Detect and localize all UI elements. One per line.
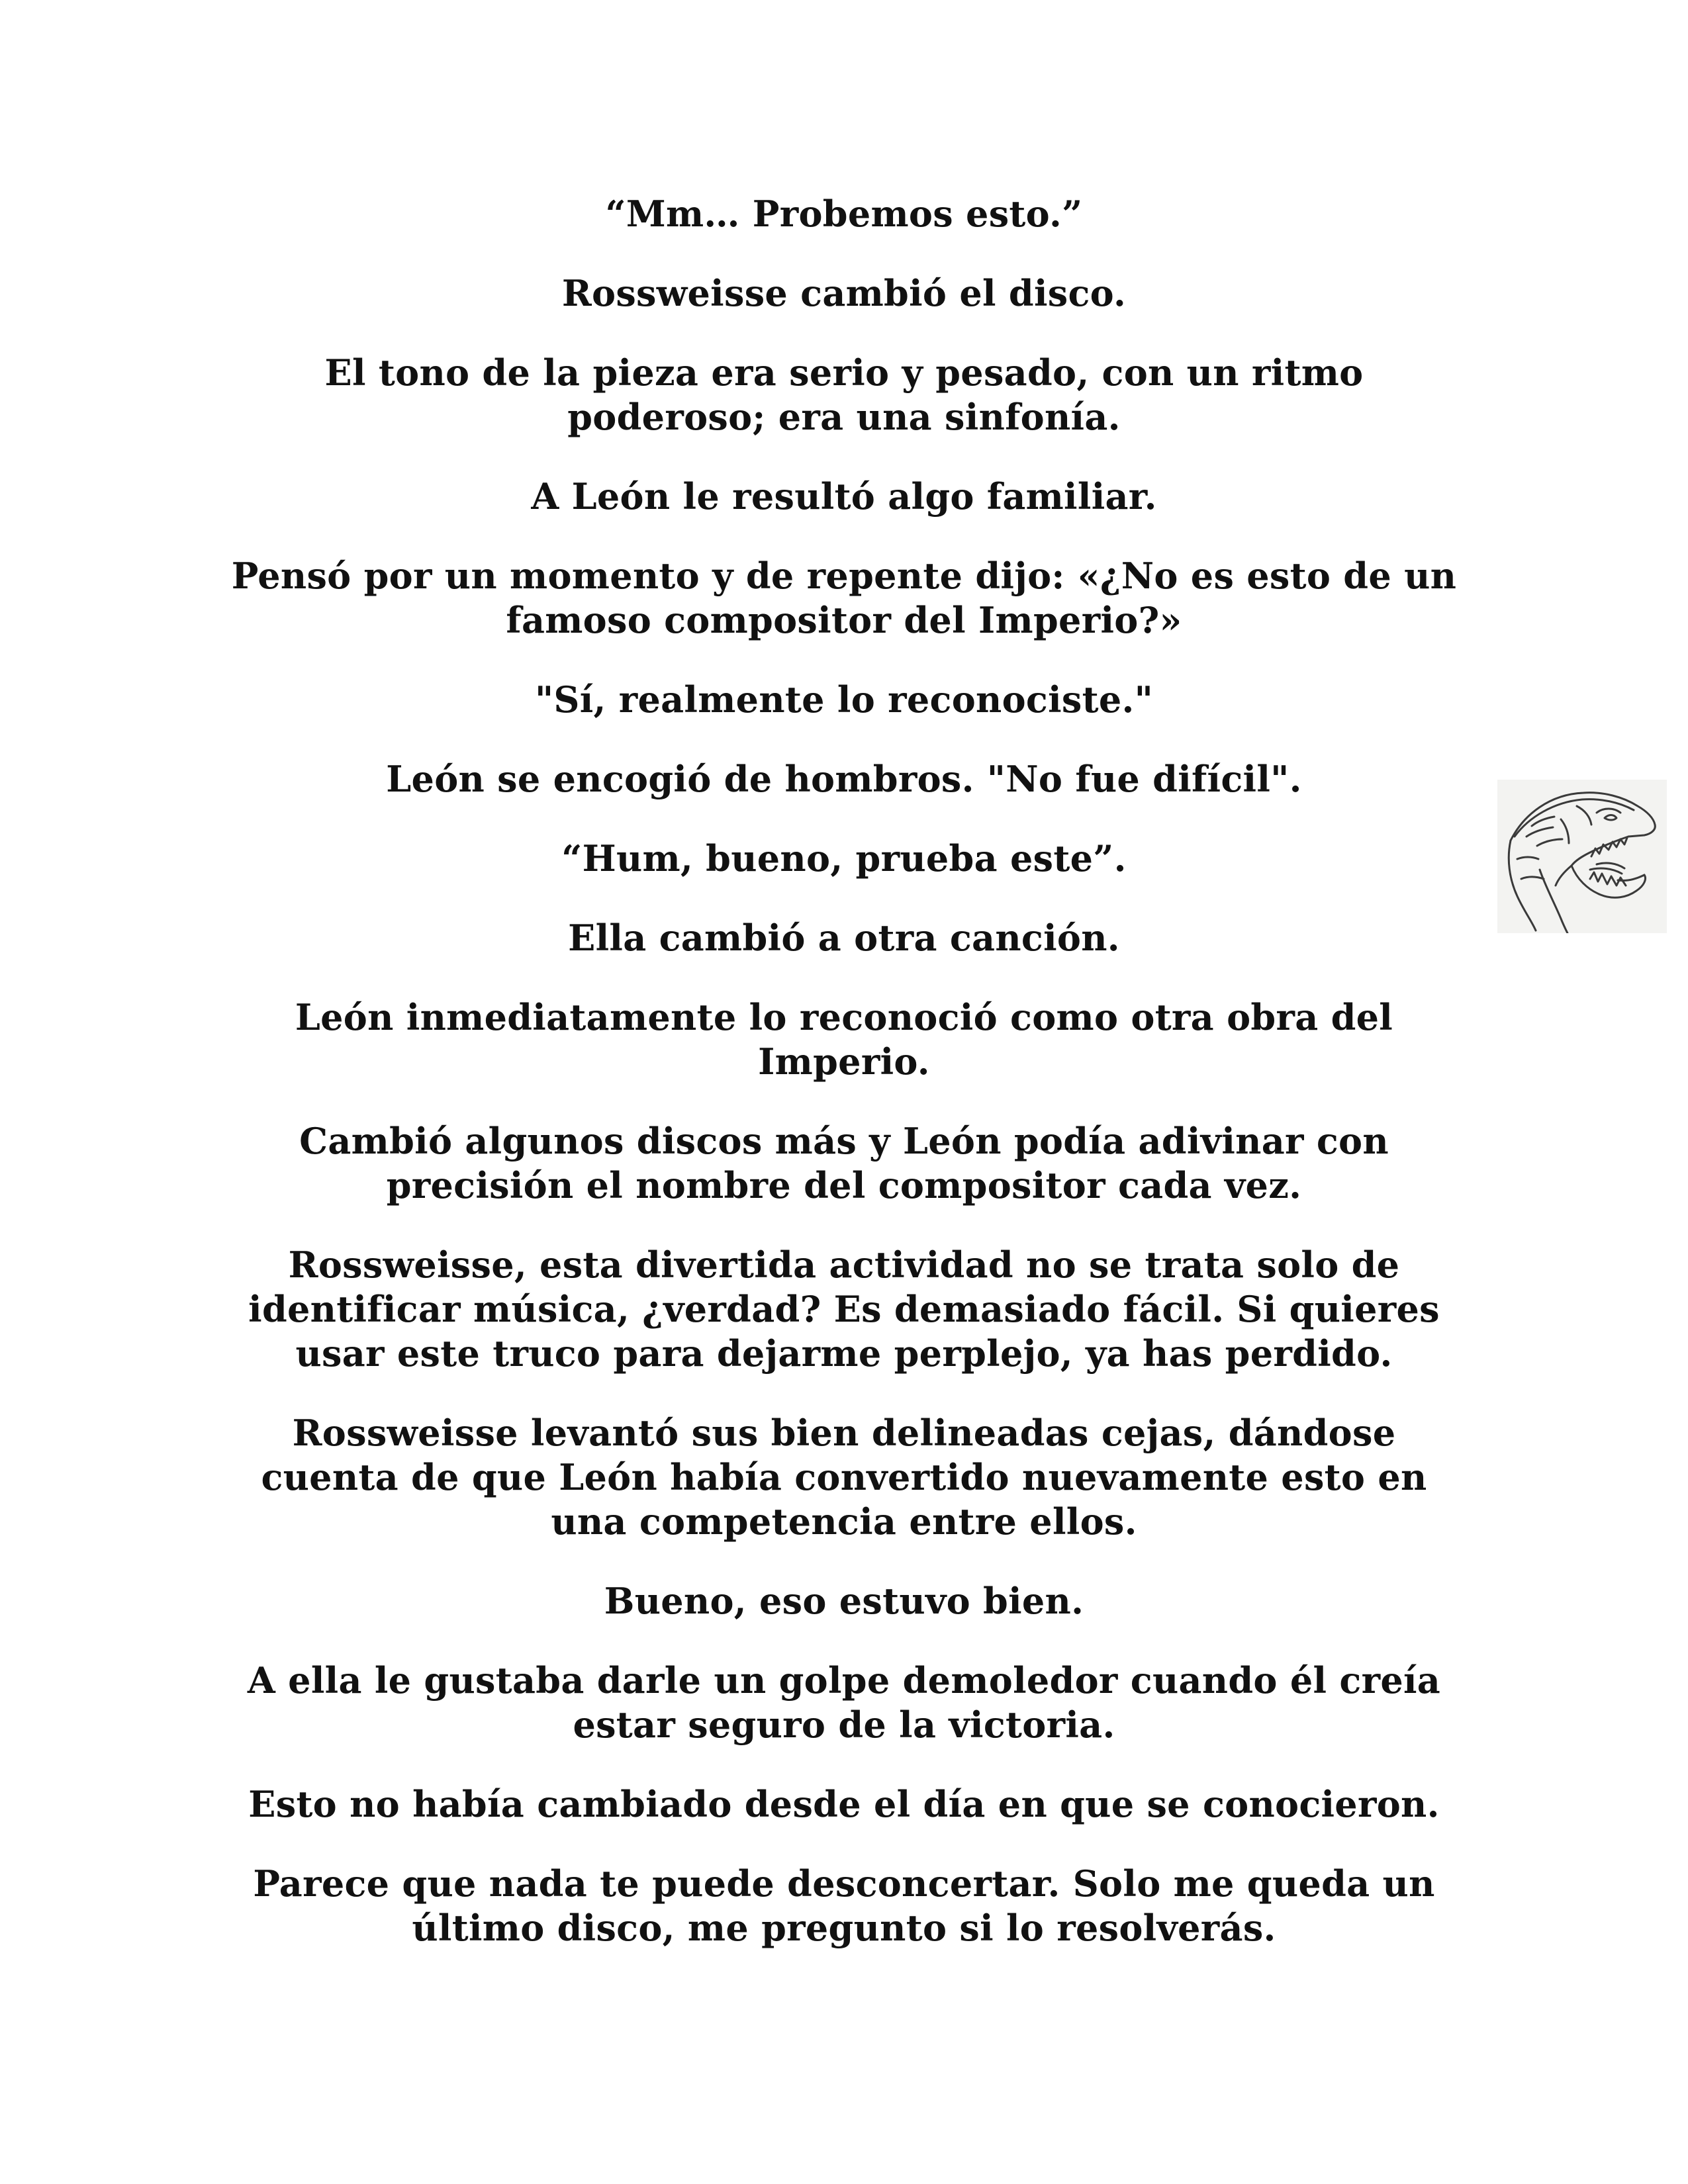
paragraph-12: Rossweisse, esta divertida actividad no se trata solo de identificar música, ¿verdad? Es demasiado fácil. Si quieres usar este truco para dejarme perplejo, ya has perdido. xyxy=(248,1244,1440,1375)
paragraph-14: Bueno, eso estuvo bien. xyxy=(604,1580,1084,1622)
paragraph-6: "Sí, realmente lo reconociste." xyxy=(534,678,1154,721)
paragraph-13: Rossweisse levantó sus bien delineadas cejas, dándose cuenta de que León había convertido nuevamente esto en una competencia entre ellos. xyxy=(261,1412,1427,1543)
paragraph-5: Pensó por un momento y de repente dijo: «¿No es esto de un famoso compositor del Imperio?» xyxy=(231,555,1457,641)
paragraph-2: Rossweisse cambió el disco. xyxy=(561,272,1127,314)
paragraph-17: Parece que nada te puede desconcertar. Solo me queda un último disco, me pregunto si lo resolverás. xyxy=(253,1862,1435,1949)
dinosaur-sketch-icon xyxy=(1497,780,1667,933)
paragraph-3: El tono de la pieza era serio y pesado, con un ritmo poderoso; era una sinfonía. xyxy=(324,351,1364,438)
paragraph-8: “Hum, bueno, prueba este”. xyxy=(561,837,1127,880)
paragraph-11: Cambió algunos discos más y León podía adivinar con precisión el nombre del compositor cada vez. xyxy=(299,1120,1389,1206)
paragraph-10: León inmediatamente lo reconoció como otra obra del Imperio. xyxy=(295,996,1393,1083)
paragraph-16: Esto no había cambiado desde el día en que se conocieron. xyxy=(248,1783,1440,1825)
paragraph-15: A ella le gustaba darle un golpe demoledor cuando él creía estar seguro de la victoria. xyxy=(247,1659,1441,1746)
paragraph-9: Ella cambió a otra canción. xyxy=(568,917,1120,959)
paragraph-4: A León le resultó algo familiar. xyxy=(531,475,1157,518)
paragraph-1: “Mm… Probemos esto.” xyxy=(605,193,1083,235)
story-text xyxy=(225,192,1463,1985)
paragraph-7: León se encogió de hombros. "No fue difícil". xyxy=(386,758,1302,800)
